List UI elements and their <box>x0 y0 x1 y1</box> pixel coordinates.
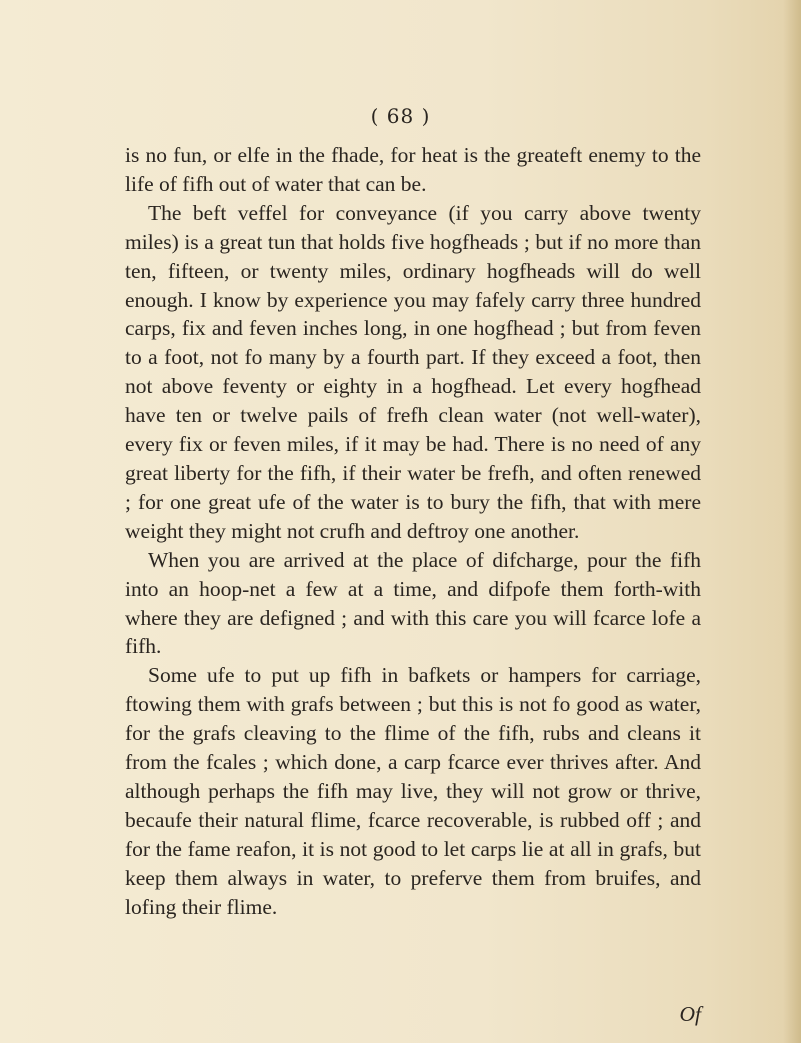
paragraph-vessel-conveyance: The beft veffel for conveyance (if you carry above twenty miles) is a great tun that holds five hogfheads ; but if no more than ten, fifteen, or twenty miles, ordinary hogfheads will do well enough. I know by experience you may fafely carry three hundred carps, fix and feven inches long, in one hogfhead ; but from feven to a foot, not fo many by a fourth part. If they exceed a foot, then not above feventy or eighty in a hogfhead. Let every hogfhead have ten or twelve pails of frefh clean water (not well-water), every fix or feven miles, if it may be had. There is no need of any great liberty for the fifh, if their water be frefh, and often renewed ; for one great ufe of the water is to bury the fifh, that with mere weight they might not crufh and deftroy one another. <box>125 200 701 543</box>
catchword: Of <box>679 1002 701 1026</box>
paragraph-continuation: is no fun, or elfe in the fhade, for heat is the greateft enemy to the life of fifh out of water that can be. <box>125 143 701 196</box>
paragraph-baskets-hampers: Some ufe to put up fifh in bafkets or hampers for carriage, ftowing them with grafs between ; but this is not fo good as water, for the grafs cleaving to the flime of the fifh, rubs and cleans it from the fcales ; which done, a carp fcarce ever thrives after. And although perhaps the fifh may live, they will not grow or thrive, becaufe their natural flime, fcarce recoverable, is rubbed off ; and for the fame reafon, it is not good to let carps lie at all in grafs, but keep them always in water, to preferve them from bruifes, and lofing their flime. <box>125 663 701 919</box>
paragraph-discharge: When you are arrived at the place of difcharge, pour the fifh into an hoop-net a few at a time, and difpofe them forth-with where they are defigned ; and with this care you will fcarce lofe a fifh. <box>125 547 701 659</box>
page-edge-shadow <box>783 0 801 1043</box>
page-number: ( 68 ) <box>370 104 431 128</box>
body-text <box>125 141 701 921</box>
